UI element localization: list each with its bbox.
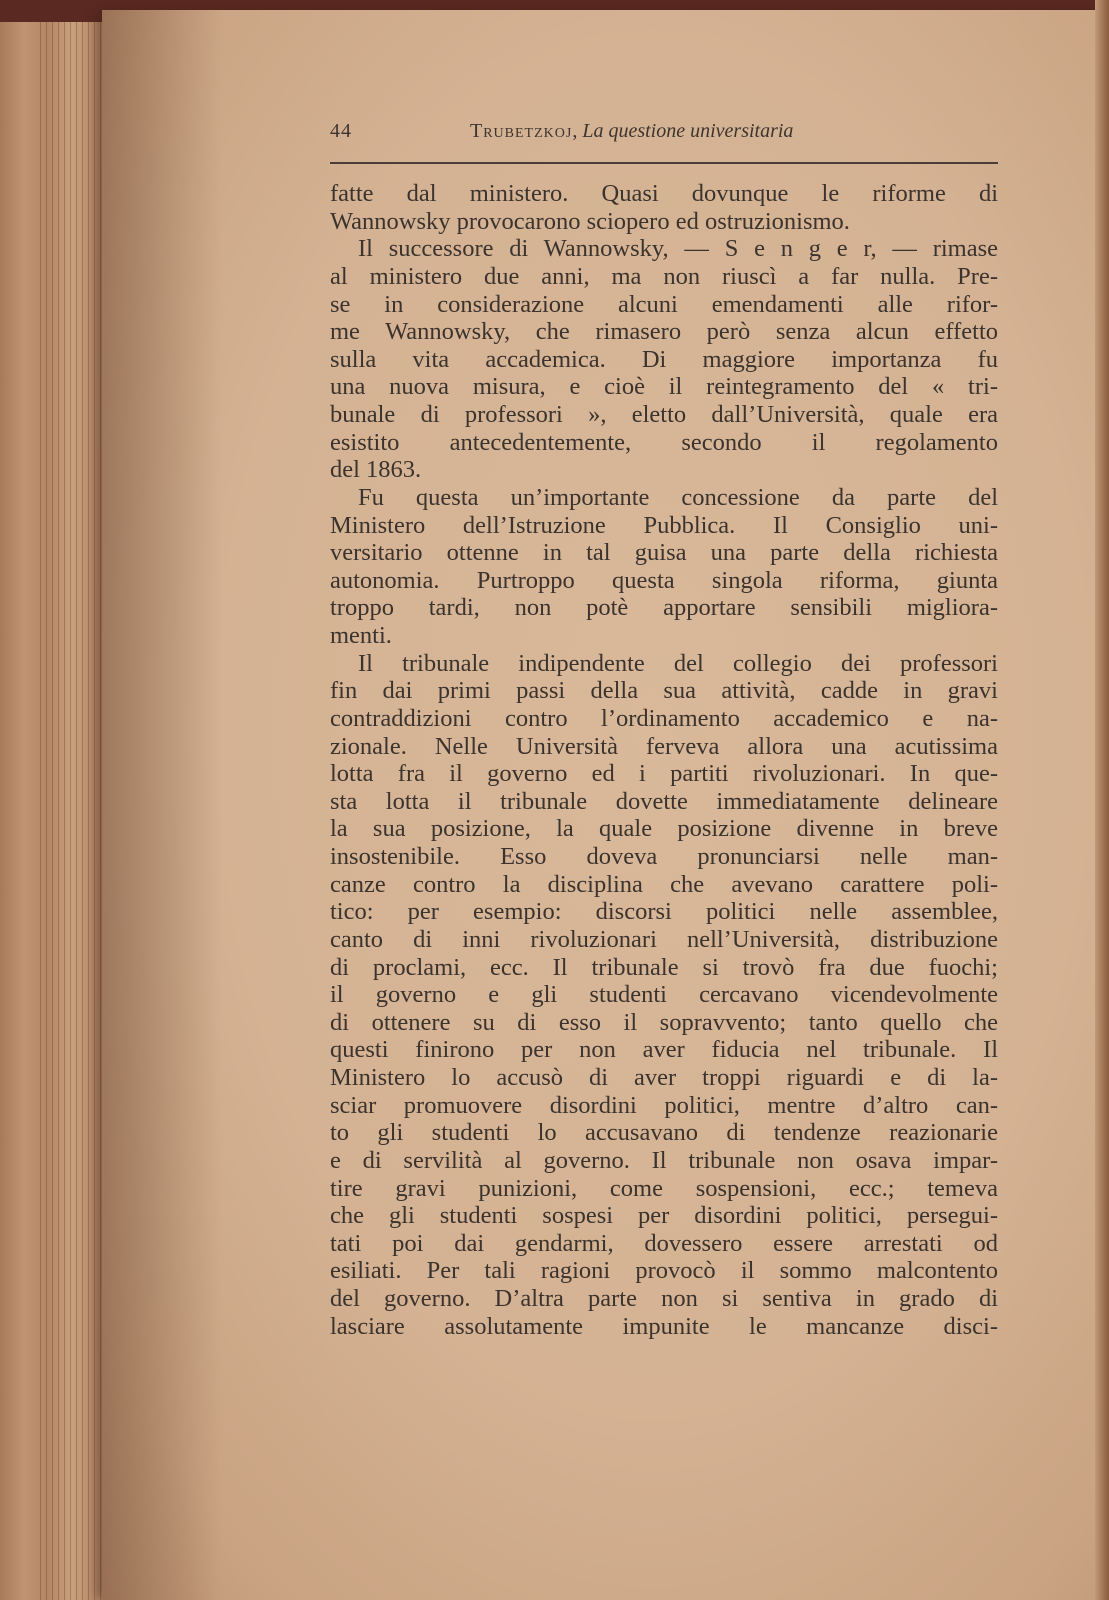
text-line: fatte dal ministero. Quasi dovunque le riforme di	[330, 180, 998, 207]
text-line: questi finirono per non aver fiducia nel tribunale. Il	[330, 1036, 998, 1064]
text-line: tati poi dai gendarmi, dovessero essere arrestati od	[330, 1229, 998, 1257]
text-line: Ministero lo accusò di aver troppi riguardi e di la-	[330, 1064, 998, 1091]
text-line: fin dai primi passi della sua attività, cadde in gravi	[330, 677, 998, 705]
text-line: troppo tardi, non potè apportare sensibili migliora-	[330, 594, 998, 622]
text-line: canto di inni rivoluzionari nell’Università, distribuzione	[330, 925, 998, 953]
gutter-shadow	[102, 10, 222, 1600]
text-line: Ministero dell’Istruzione Pubblica. Il Consiglio uni-	[330, 511, 998, 539]
text-line: e di servilità al governo. Il tribunale non osava impar-	[330, 1146, 998, 1174]
text-line: di proclami, ecc. Il tribunale si trovò fra due fuochi;	[330, 953, 998, 981]
text-line: tico: per esempio: discorsi politici nelle assemblee,	[330, 898, 998, 926]
text-line: zionale. Nelle Università ferveva allora una acutissima	[330, 732, 998, 760]
text-line: esiliati. Per tali ragioni provocò il sommo malcontento	[330, 1257, 998, 1285]
text-line: al ministero due anni, ma non riuscì a far nulla. Pre-	[330, 262, 998, 290]
text-line: versitario ottenne in tal guisa una parte della richiesta	[330, 539, 998, 567]
text-line: contraddizioni contro l’ordinamento accademico e na-	[330, 704, 998, 732]
text-line: sta lotta il tribunale dovette immediatamente delineare	[330, 787, 998, 815]
text-line: sciar promuovere disordini politici, mentre d’altro can-	[330, 1091, 998, 1119]
page-number: 44	[330, 120, 352, 142]
text-line: bunale di professori », eletto dall’Università, quale era	[330, 401, 998, 428]
text-line: che gli studenti sospesi per disordini politici, persegui-	[330, 1202, 998, 1230]
running-title-author: Trubetzkoj	[470, 120, 573, 142]
body-text	[330, 180, 998, 1340]
running-header	[330, 120, 998, 146]
text-line: la sua posizione, la quale posizione divenne in breve	[330, 815, 998, 843]
text-line: lasciare assolutamente impunite le mancanze disci-	[330, 1312, 998, 1340]
right-page-edge	[1095, 0, 1109, 1600]
text-line: del 1863.	[330, 456, 422, 484]
text-line: esistito antecedentemente, secondo il regolamento	[330, 428, 998, 456]
text-line: una nuova misura, e cioè il reintegramento del « tri-	[330, 373, 998, 401]
running-title	[470, 120, 793, 143]
text-line: Wannowsky provocarono sciopero ed ostruzionismo.	[330, 207, 850, 235]
text-line: canze contro la disciplina che avevano carattere poli-	[330, 870, 998, 898]
text-line: del governo. D’altra parte non si sentiva in grado di	[330, 1285, 998, 1312]
text-line: Il successore di Wannowsky, — S e n g e r, — rimase	[358, 235, 998, 263]
running-title-separator: ,	[572, 120, 578, 142]
text-line: se in considerazione alcuni emendamenti alle rifor-	[330, 290, 998, 318]
text-line: me Wannowsky, che rimasero però senza alcun effetto	[330, 318, 998, 346]
text-line: di ottenere su di esso il sopravvento; tanto quello che	[330, 1008, 998, 1036]
text-line: autonomia. Purtroppo questa singola riforma, giunta	[330, 566, 998, 594]
text-line: lotta fra il governo ed i partiti rivoluzionari. In que-	[330, 760, 998, 788]
text-line: il governo e gli studenti cercavano vicendevolmente	[330, 981, 998, 1009]
text-line: Il tribunale indipendente del collegio dei professori	[358, 649, 998, 677]
text-line: sulla vita accademica. Di maggiore importanza fu	[330, 345, 998, 373]
text-line: insostenibile. Esso doveva pronunciarsi nelle man-	[330, 843, 998, 870]
text-line: to gli studenti lo accusavano di tendenze reazionarie	[330, 1119, 998, 1147]
header-rule	[330, 162, 998, 164]
text-line: menti.	[330, 622, 392, 649]
text-line: tire gravi punizioni, come sospensioni, ecc.; temeva	[330, 1174, 998, 1202]
running-title-work: La questione universitaria	[582, 120, 794, 142]
text-line: Fu questa un’importante concessione da parte del	[358, 483, 998, 511]
